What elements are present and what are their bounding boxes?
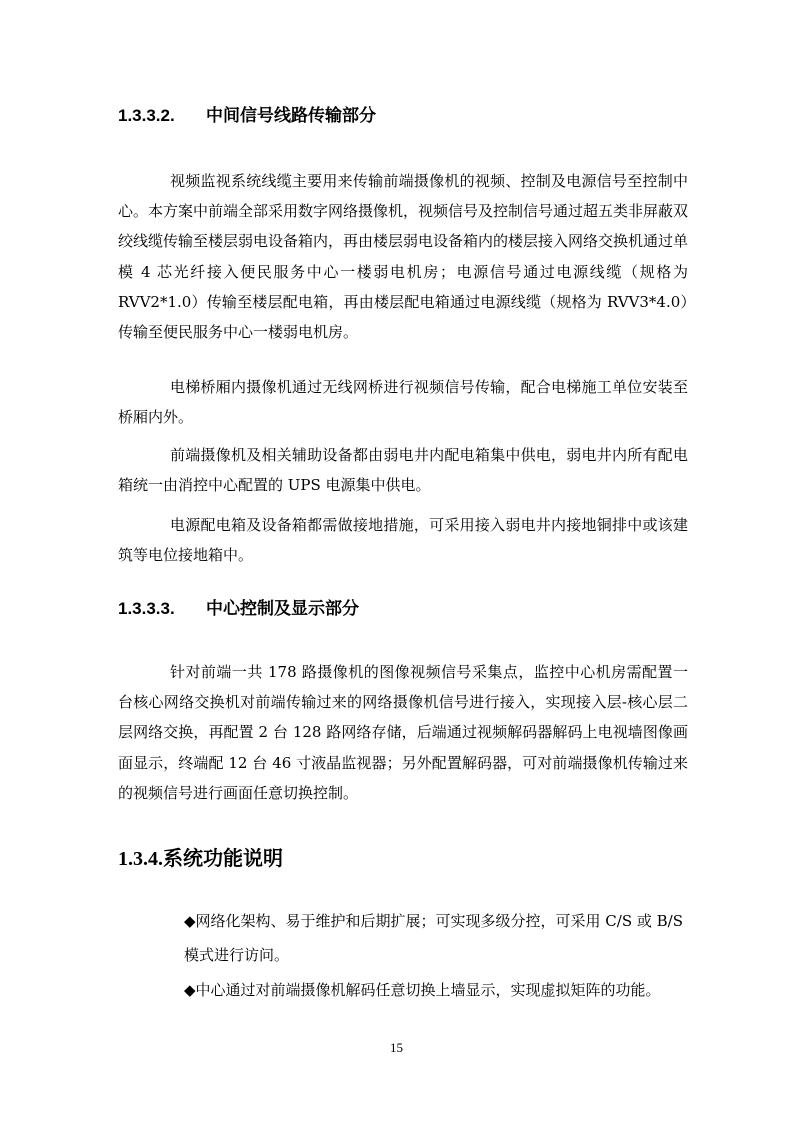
- page-number: 15: [390, 1040, 403, 1055]
- bullet-item-network-architecture: ◆网络化架构、易于维护和后期扩展；可实现多级分控，可采用 C/S 或 B/S 模式进行访问。: [184, 912, 684, 964]
- paragraph-power-supply: 前端摄像机及相关辅助设备都由弱电井内配电箱集中供电，弱电井内所有配电箱统一由消控中心配置的 UPS 电源集中供电。: [118, 446, 688, 495]
- section-title: 中心控制及显示部分: [206, 599, 359, 618]
- section-number: 1.3.3.2.: [118, 106, 175, 125]
- section-heading-1-3-3-3: [118, 597, 359, 621]
- bullet-item-virtual-matrix: ◆中心通过对前端摄像机解码任意切换上墙显示，实现虚拟矩阵的功能。: [184, 981, 661, 999]
- section-number: 1.3.3.3.: [118, 599, 175, 618]
- paragraph-elevator-camera: 电梯桥厢内摄像机通过无线网桥进行视频信号传输，配合电梯施工单位安装至桥厢内外。: [118, 378, 688, 427]
- section-heading-1-3-4: 1.3.4.系统功能说明: [118, 848, 283, 870]
- paragraph-signal-transmission: 视频监视系统线缆主要用来传输前端摄像机的视频、控制及电源信号至控制中心。本方案中前端全部采用数字网络摄像机，视频信号及控制信号通过超五类非屏蔽双绞线缆传输至楼层弱电设备箱内，再由楼层弱电设备箱内的楼层接入网络交换机通过单模 4 芯光纤接入便民服务中心一楼弱电机房；电源信号通过电源线缆（规格为 RVV2*1.0）传输至楼层配电箱，再由楼层配电箱通过电源线缆（规格为 RVV3*4.0）传输至便民服务中心一楼弱电机房。: [118, 172, 689, 342]
- paragraph-center-control: 针对前端一共 178 路摄像机的图像视频信号采集点，监控中心机房需配置一台核心网络交换机对前端传输过来的网络摄像机信号进行接入，实现接入层-核心层二层网络交换，再配置 2 台 128 路网络存储，后端通过视频解码器解码上电视墙图像画面显示，终端配 12 台 46 寸液晶监视器；另外配置解码器，可对前端摄像机传输过来的视频信号进行画面任意切换控制。: [118, 663, 688, 802]
- section-heading-1-3-3-2: [118, 104, 376, 128]
- paragraph-grounding: 电源配电箱及设备箱都需做接地措施，可采用接入弱电井内接地铜排中或该建筑等电位接地箱中。: [118, 516, 688, 565]
- section-title: 中间信号线路传输部分: [206, 106, 376, 125]
